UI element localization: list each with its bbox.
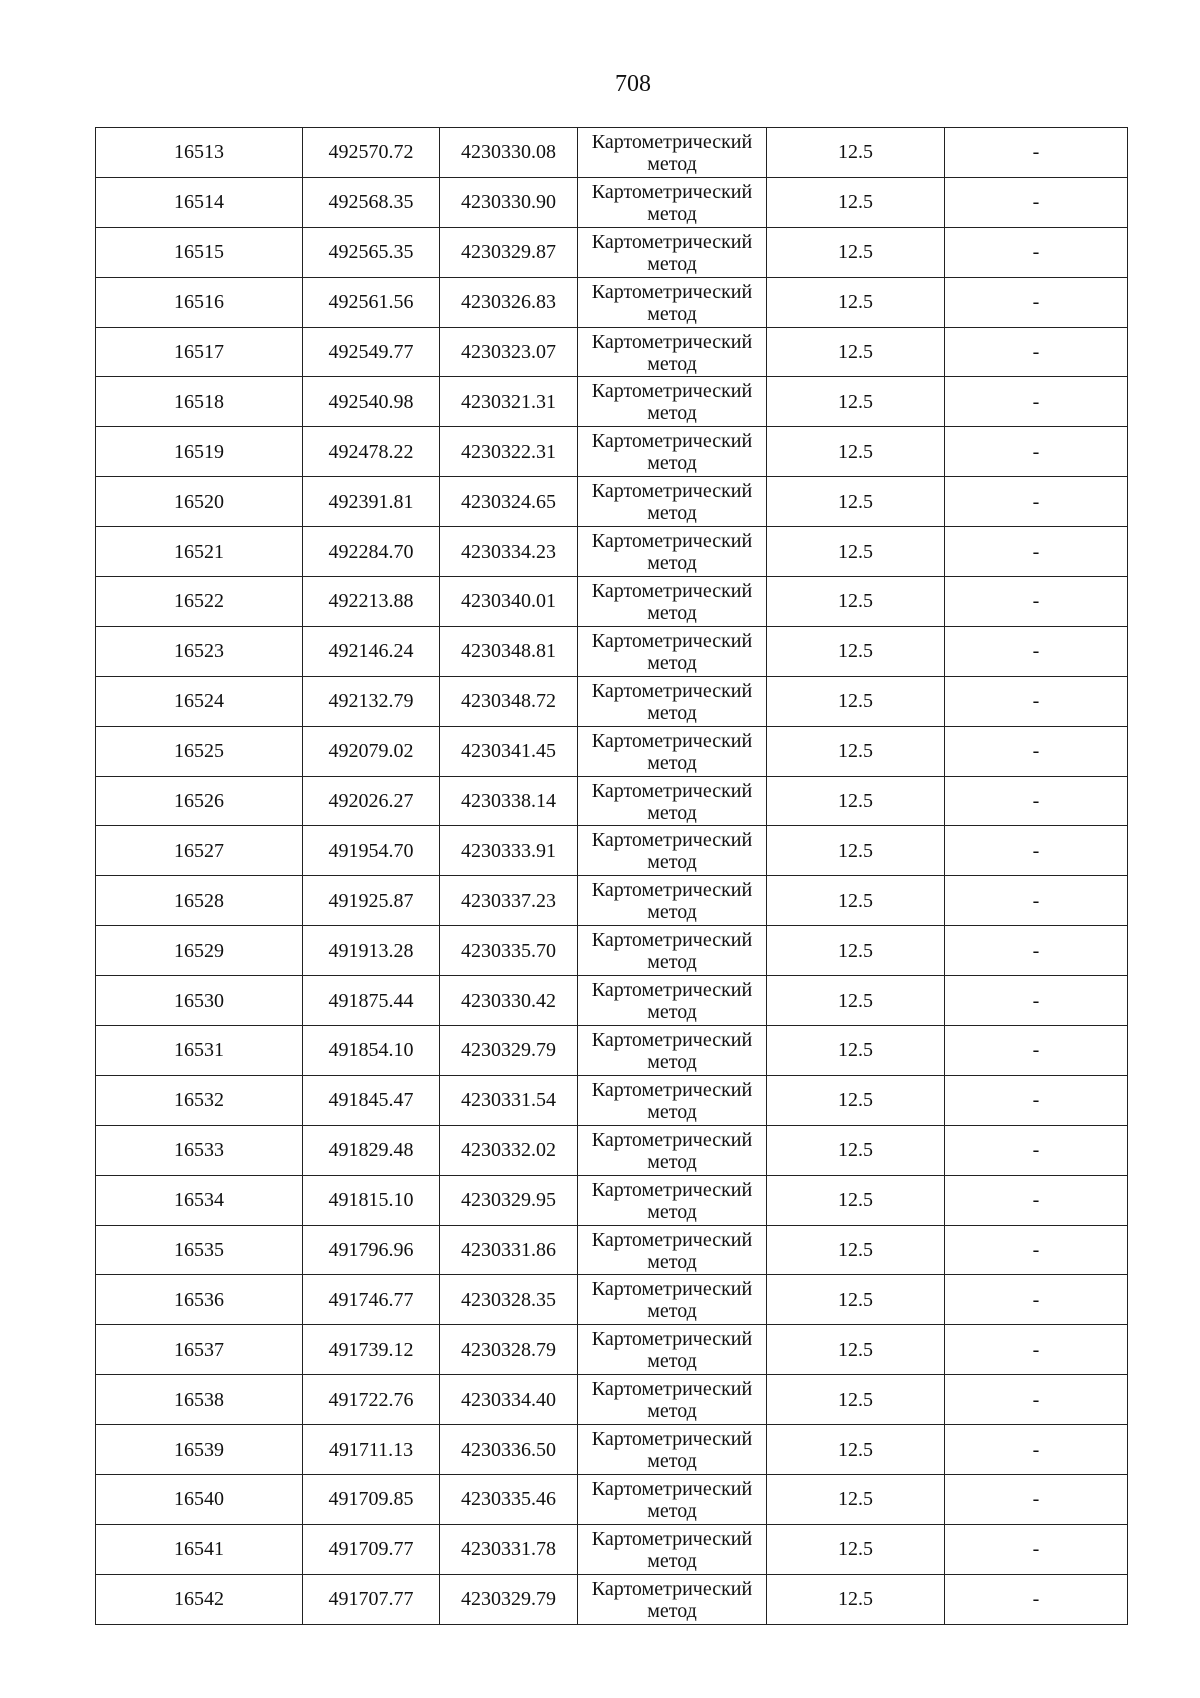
note-cell: - [945, 1075, 1128, 1125]
point-id-cell: 16529 [96, 926, 303, 976]
method-label-line2: метод [647, 252, 697, 275]
y-coordinate-cell: 4230321.31 [440, 377, 578, 427]
note-cell: - [945, 926, 1128, 976]
table-row [96, 1075, 1128, 1125]
note-cell: - [945, 1225, 1128, 1275]
coordinates-table-body [96, 128, 1128, 1625]
method-label-line2: метод [647, 1599, 697, 1622]
point-id-cell: 16539 [96, 1425, 303, 1475]
table-row [96, 1325, 1128, 1375]
method-cell [578, 128, 767, 178]
point-id-cell: 16526 [96, 776, 303, 826]
note-cell: - [945, 726, 1128, 776]
method-label-line2: метод [647, 601, 697, 624]
accuracy-value-cell: 12.5 [767, 1375, 945, 1425]
method-label-line2: метод [647, 1100, 697, 1123]
y-coordinate-cell: 4230329.87 [440, 227, 578, 277]
point-id-cell: 16528 [96, 876, 303, 926]
note-cell: - [945, 227, 1128, 277]
method-label-line1: Картометрический [591, 879, 753, 902]
method-label-line1: Картометрический [591, 130, 753, 153]
method-label-line1: Картометрический [591, 430, 753, 453]
method-label-line2: метод [647, 1549, 697, 1572]
note-cell: - [945, 577, 1128, 627]
method-label-line1: Картометрический [591, 979, 753, 1002]
x-coordinate-cell: 491711.13 [303, 1425, 440, 1475]
y-coordinate-cell: 4230328.35 [440, 1275, 578, 1325]
method-label-line1: Картометрический [591, 1228, 753, 1251]
point-id-cell: 16540 [96, 1475, 303, 1525]
method-label-line2: метод [647, 402, 697, 425]
x-coordinate-cell: 491875.44 [303, 976, 440, 1026]
method-label-line2: метод [647, 1200, 697, 1223]
method-label-line2: метод [647, 1300, 697, 1323]
method-label-line1: Картометрический [591, 1527, 753, 1550]
accuracy-value-cell: 12.5 [767, 926, 945, 976]
y-coordinate-cell: 4230331.54 [440, 1075, 578, 1125]
method-label-line2: метод [647, 352, 697, 375]
table-row [96, 177, 1128, 227]
point-id-cell: 16533 [96, 1125, 303, 1175]
method-cell [578, 1325, 767, 1375]
method-label-line1: Картометрический [591, 929, 753, 952]
x-coordinate-cell: 491746.77 [303, 1275, 440, 1325]
note-cell: - [945, 527, 1128, 577]
method-label-line1: Картометрический [591, 1078, 753, 1101]
accuracy-value-cell: 12.5 [767, 277, 945, 327]
y-coordinate-cell: 4230322.31 [440, 427, 578, 477]
note-cell: - [945, 626, 1128, 676]
table-row [96, 926, 1128, 976]
method-cell [578, 277, 767, 327]
x-coordinate-cell: 491707.77 [303, 1574, 440, 1624]
method-label-line1: Картометрический [591, 180, 753, 203]
method-label-line2: метод [647, 801, 697, 824]
y-coordinate-cell: 4230329.79 [440, 1574, 578, 1624]
method-cell [578, 1275, 767, 1325]
accuracy-value-cell: 12.5 [767, 527, 945, 577]
point-id-cell: 16522 [96, 577, 303, 627]
method-cell [578, 1524, 767, 1574]
method-label-line1: Картометрический [591, 779, 753, 802]
table-row [96, 327, 1128, 377]
table-row [96, 477, 1128, 527]
method-label-line1: Картометрический [591, 1428, 753, 1451]
method-label-line1: Картометрический [591, 480, 753, 503]
method-label-line1: Картометрический [591, 230, 753, 253]
method-cell [578, 926, 767, 976]
x-coordinate-cell: 491709.77 [303, 1524, 440, 1574]
point-id-cell: 16535 [96, 1225, 303, 1275]
table-row [96, 626, 1128, 676]
point-id-cell: 16532 [96, 1075, 303, 1125]
point-id-cell: 16521 [96, 527, 303, 577]
x-coordinate-cell: 492540.98 [303, 377, 440, 427]
y-coordinate-cell: 4230340.01 [440, 577, 578, 627]
note-cell: - [945, 427, 1128, 477]
method-cell [578, 726, 767, 776]
y-coordinate-cell: 4230331.78 [440, 1524, 578, 1574]
x-coordinate-cell: 492146.24 [303, 626, 440, 676]
method-label-line1: Картометрический [591, 1328, 753, 1351]
y-coordinate-cell: 4230334.23 [440, 527, 578, 577]
method-cell [578, 976, 767, 1026]
method-label-line2: метод [647, 1400, 697, 1423]
method-label-line2: метод [647, 1450, 697, 1473]
table-row [96, 227, 1128, 277]
table-row [96, 1125, 1128, 1175]
method-label-line1: Картометрический [591, 579, 753, 602]
method-label-line1: Картометрический [591, 530, 753, 553]
y-coordinate-cell: 4230330.08 [440, 128, 578, 178]
x-coordinate-cell: 492568.35 [303, 177, 440, 227]
x-coordinate-cell: 492561.56 [303, 277, 440, 327]
y-coordinate-cell: 4230335.70 [440, 926, 578, 976]
method-label-line2: метод [647, 502, 697, 525]
note-cell: - [945, 776, 1128, 826]
accuracy-value-cell: 12.5 [767, 477, 945, 527]
note-cell: - [945, 676, 1128, 726]
method-label-line2: метод [647, 1001, 697, 1024]
y-coordinate-cell: 4230328.79 [440, 1325, 578, 1375]
table-row [96, 377, 1128, 427]
accuracy-value-cell: 12.5 [767, 377, 945, 427]
note-cell: - [945, 976, 1128, 1026]
note-cell: - [945, 1375, 1128, 1425]
method-label-line2: метод [647, 302, 697, 325]
x-coordinate-cell: 491854.10 [303, 1026, 440, 1076]
x-coordinate-cell: 491913.28 [303, 926, 440, 976]
table-row [96, 1475, 1128, 1525]
table-row [96, 1524, 1128, 1574]
accuracy-value-cell: 12.5 [767, 676, 945, 726]
x-coordinate-cell: 492570.72 [303, 128, 440, 178]
table-row [96, 1574, 1128, 1624]
note-cell: - [945, 1524, 1128, 1574]
method-label-line2: метод [647, 951, 697, 974]
method-label-line2: метод [647, 901, 697, 924]
x-coordinate-cell: 491796.96 [303, 1225, 440, 1275]
method-label-line1: Картометрический [591, 1028, 753, 1051]
note-cell: - [945, 277, 1128, 327]
method-label-line2: метод [647, 152, 697, 175]
table-row [96, 1175, 1128, 1225]
accuracy-value-cell: 12.5 [767, 128, 945, 178]
accuracy-value-cell: 12.5 [767, 1275, 945, 1325]
accuracy-value-cell: 12.5 [767, 726, 945, 776]
table-row [96, 1275, 1128, 1325]
y-coordinate-cell: 4230330.90 [440, 177, 578, 227]
x-coordinate-cell: 492391.81 [303, 477, 440, 527]
method-cell [578, 1125, 767, 1175]
point-id-cell: 16523 [96, 626, 303, 676]
note-cell: - [945, 1574, 1128, 1624]
y-coordinate-cell: 4230329.95 [440, 1175, 578, 1225]
point-id-cell: 16536 [96, 1275, 303, 1325]
method-label-line1: Картометрический [591, 380, 753, 403]
coordinates-table [95, 127, 1128, 1625]
method-cell [578, 826, 767, 876]
method-label-line2: метод [647, 1350, 697, 1373]
method-label-line2: метод [647, 651, 697, 674]
method-cell [578, 776, 767, 826]
method-cell [578, 1574, 767, 1624]
point-id-cell: 16527 [96, 826, 303, 876]
method-cell [578, 377, 767, 427]
method-label-line2: метод [647, 452, 697, 475]
point-id-cell: 16520 [96, 477, 303, 527]
method-cell [578, 1225, 767, 1275]
table-row [96, 277, 1128, 327]
point-id-cell: 16538 [96, 1375, 303, 1425]
x-coordinate-cell: 492284.70 [303, 527, 440, 577]
method-label-line2: метод [647, 202, 697, 225]
accuracy-value-cell: 12.5 [767, 1026, 945, 1076]
note-cell: - [945, 1026, 1128, 1076]
note-cell: - [945, 1425, 1128, 1475]
x-coordinate-cell: 491845.47 [303, 1075, 440, 1125]
y-coordinate-cell: 4230348.72 [440, 676, 578, 726]
x-coordinate-cell: 491739.12 [303, 1325, 440, 1375]
method-label-line2: метод [647, 851, 697, 874]
y-coordinate-cell: 4230326.83 [440, 277, 578, 327]
method-cell [578, 477, 767, 527]
method-cell [578, 427, 767, 477]
method-label-line2: метод [647, 701, 697, 724]
x-coordinate-cell: 491954.70 [303, 826, 440, 876]
x-coordinate-cell: 492213.88 [303, 577, 440, 627]
note-cell: - [945, 477, 1128, 527]
y-coordinate-cell: 4230329.79 [440, 1026, 578, 1076]
y-coordinate-cell: 4230323.07 [440, 327, 578, 377]
method-cell [578, 1175, 767, 1225]
table-row [96, 128, 1128, 178]
accuracy-value-cell: 12.5 [767, 776, 945, 826]
table-row [96, 577, 1128, 627]
table-row [96, 726, 1128, 776]
accuracy-value-cell: 12.5 [767, 626, 945, 676]
method-label-line1: Картометрический [591, 729, 753, 752]
method-cell [578, 577, 767, 627]
point-id-cell: 16513 [96, 128, 303, 178]
point-id-cell: 16530 [96, 976, 303, 1026]
note-cell: - [945, 128, 1128, 178]
note-cell: - [945, 1125, 1128, 1175]
y-coordinate-cell: 4230338.14 [440, 776, 578, 826]
y-coordinate-cell: 4230336.50 [440, 1425, 578, 1475]
method-label-line1: Картометрический [591, 330, 753, 353]
method-label-line2: метод [647, 1150, 697, 1173]
method-label-line1: Картометрический [591, 829, 753, 852]
accuracy-value-cell: 12.5 [767, 327, 945, 377]
table-row [96, 1026, 1128, 1076]
x-coordinate-cell: 491829.48 [303, 1125, 440, 1175]
accuracy-value-cell: 12.5 [767, 1175, 945, 1225]
x-coordinate-cell: 492079.02 [303, 726, 440, 776]
accuracy-value-cell: 12.5 [767, 427, 945, 477]
point-id-cell: 16531 [96, 1026, 303, 1076]
accuracy-value-cell: 12.5 [767, 1225, 945, 1275]
method-cell [578, 1425, 767, 1475]
method-label-line1: Картометрический [591, 629, 753, 652]
method-cell [578, 876, 767, 926]
method-label-line1: Картометрический [591, 280, 753, 303]
x-coordinate-cell: 492132.79 [303, 676, 440, 726]
x-coordinate-cell: 491815.10 [303, 1175, 440, 1225]
x-coordinate-cell: 492026.27 [303, 776, 440, 826]
method-label-line1: Картометрический [591, 1577, 753, 1600]
page-number: 708 [615, 71, 651, 97]
point-id-cell: 16518 [96, 377, 303, 427]
table-row [96, 676, 1128, 726]
method-cell [578, 1026, 767, 1076]
x-coordinate-cell: 492549.77 [303, 327, 440, 377]
accuracy-value-cell: 12.5 [767, 1425, 945, 1475]
y-coordinate-cell: 4230330.42 [440, 976, 578, 1026]
method-label-line2: метод [647, 1250, 697, 1273]
method-label-line1: Картометрический [591, 1477, 753, 1500]
method-cell [578, 1075, 767, 1125]
y-coordinate-cell: 4230324.65 [440, 477, 578, 527]
accuracy-value-cell: 12.5 [767, 1475, 945, 1525]
table-row [96, 826, 1128, 876]
x-coordinate-cell: 491709.85 [303, 1475, 440, 1525]
y-coordinate-cell: 4230333.91 [440, 826, 578, 876]
y-coordinate-cell: 4230348.81 [440, 626, 578, 676]
accuracy-value-cell: 12.5 [767, 1325, 945, 1375]
method-cell [578, 177, 767, 227]
method-label-line1: Картометрический [591, 1128, 753, 1151]
note-cell: - [945, 377, 1128, 427]
method-label-line2: метод [647, 1050, 697, 1073]
table-row [96, 427, 1128, 477]
method-cell [578, 327, 767, 377]
note-cell: - [945, 1175, 1128, 1225]
y-coordinate-cell: 4230334.40 [440, 1375, 578, 1425]
x-coordinate-cell: 491925.87 [303, 876, 440, 926]
point-id-cell: 16537 [96, 1325, 303, 1375]
table-row [96, 527, 1128, 577]
accuracy-value-cell: 12.5 [767, 826, 945, 876]
method-label-line1: Картометрический [591, 1278, 753, 1301]
x-coordinate-cell: 492478.22 [303, 427, 440, 477]
note-cell: - [945, 1325, 1128, 1375]
x-coordinate-cell: 492565.35 [303, 227, 440, 277]
y-coordinate-cell: 4230331.86 [440, 1225, 578, 1275]
method-cell [578, 626, 767, 676]
method-cell [578, 527, 767, 577]
method-cell [578, 676, 767, 726]
x-coordinate-cell: 491722.76 [303, 1375, 440, 1425]
accuracy-value-cell: 12.5 [767, 177, 945, 227]
accuracy-value-cell: 12.5 [767, 1075, 945, 1125]
table-row [96, 876, 1128, 926]
note-cell: - [945, 876, 1128, 926]
y-coordinate-cell: 4230332.02 [440, 1125, 578, 1175]
method-cell [578, 1475, 767, 1525]
accuracy-value-cell: 12.5 [767, 1574, 945, 1624]
table-row [96, 1425, 1128, 1475]
point-id-cell: 16516 [96, 277, 303, 327]
point-id-cell: 16519 [96, 427, 303, 477]
method-label-line2: метод [647, 1499, 697, 1522]
accuracy-value-cell: 12.5 [767, 876, 945, 926]
method-label-line1: Картометрический [591, 1378, 753, 1401]
note-cell: - [945, 1275, 1128, 1325]
accuracy-value-cell: 12.5 [767, 1524, 945, 1574]
table-row [96, 776, 1128, 826]
note-cell: - [945, 1475, 1128, 1525]
point-id-cell: 16515 [96, 227, 303, 277]
point-id-cell: 16542 [96, 1574, 303, 1624]
point-id-cell: 16525 [96, 726, 303, 776]
note-cell: - [945, 177, 1128, 227]
y-coordinate-cell: 4230341.45 [440, 726, 578, 776]
method-cell [578, 1375, 767, 1425]
accuracy-value-cell: 12.5 [767, 227, 945, 277]
accuracy-value-cell: 12.5 [767, 1125, 945, 1175]
note-cell: - [945, 826, 1128, 876]
point-id-cell: 16524 [96, 676, 303, 726]
method-label-line2: метод [647, 552, 697, 575]
method-label-line2: метод [647, 751, 697, 774]
accuracy-value-cell: 12.5 [767, 577, 945, 627]
table-row [96, 1375, 1128, 1425]
note-cell: - [945, 327, 1128, 377]
table-row [96, 976, 1128, 1026]
table-row [96, 1225, 1128, 1275]
point-id-cell: 16541 [96, 1524, 303, 1574]
point-id-cell: 16534 [96, 1175, 303, 1225]
y-coordinate-cell: 4230335.46 [440, 1475, 578, 1525]
point-id-cell: 16514 [96, 177, 303, 227]
method-label-line1: Картометрический [591, 679, 753, 702]
accuracy-value-cell: 12.5 [767, 976, 945, 1026]
y-coordinate-cell: 4230337.23 [440, 876, 578, 926]
method-cell [578, 227, 767, 277]
method-label-line1: Картометрический [591, 1178, 753, 1201]
point-id-cell: 16517 [96, 327, 303, 377]
